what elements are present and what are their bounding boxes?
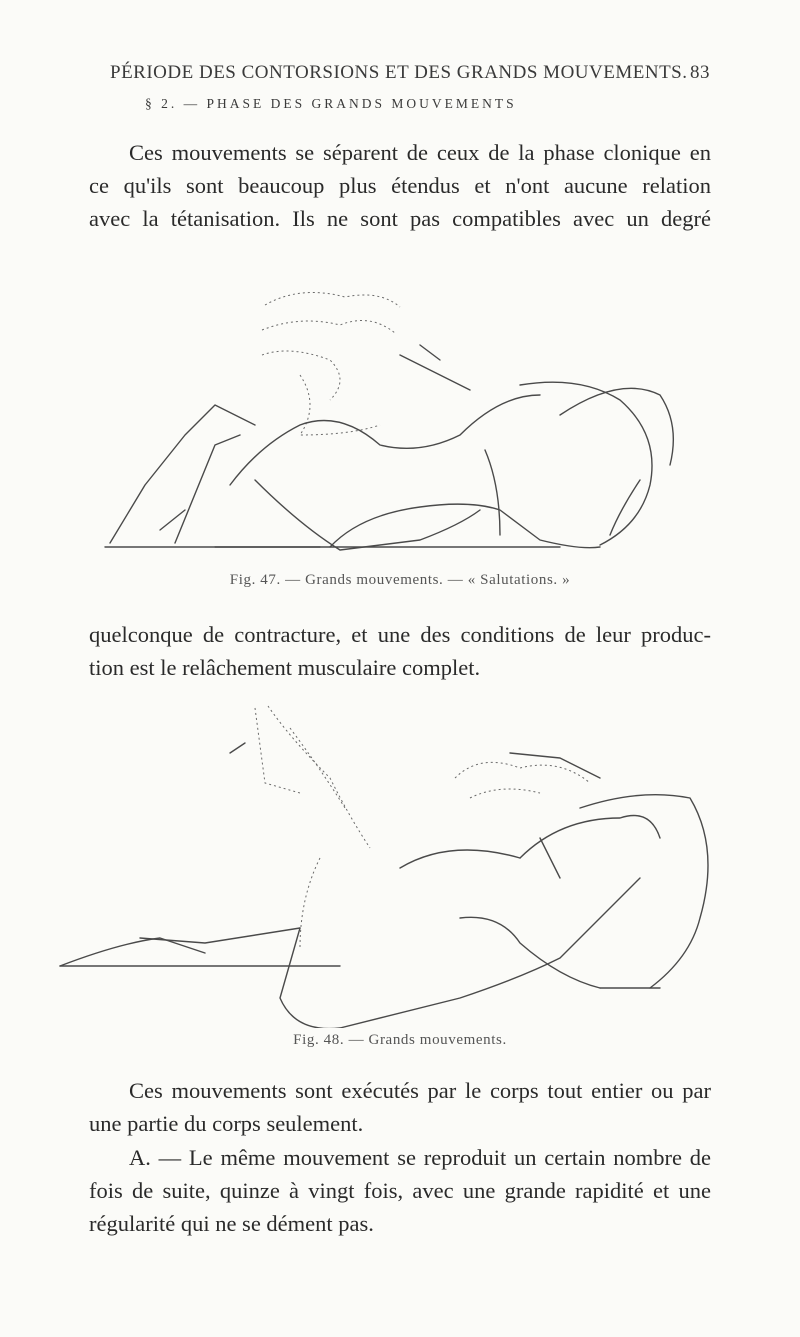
paragraph-line: une partie du corps seulement. (89, 1111, 364, 1136)
figure-47-illustration (0, 285, 800, 570)
figure-48-body-contour (60, 743, 708, 1028)
running-head (110, 62, 710, 84)
paragraph-line: quelconque de contracture, et une des conditions de leur produc- (89, 622, 711, 647)
paragraph-line: Ces mouvements se séparent de ceux de la phase clonique en (129, 140, 711, 165)
paragraph-line: avec la tétanisation. Ils ne sont pas compatibles avec un degré (89, 206, 711, 231)
paragraph-line: régularité qui ne se dément pas. (89, 1211, 374, 1236)
figure-47-body-contour (105, 345, 673, 550)
paragraph-2 (89, 618, 711, 684)
running-head-title: PÉRIODE DES CONTORSIONS ET DES GRANDS MOUVEMENTS. (110, 62, 688, 83)
paragraph-1 (89, 136, 711, 235)
figure-48-caption: Fig. 48. — Grands mouvements. (293, 1032, 507, 1048)
figure-47-motion-lines (262, 293, 400, 436)
paragraph-line: tion est le relâchement musculaire complet. (89, 655, 481, 680)
paragraph-line: ce qu'ils sont beaucoup plus étendus et n'ont aucune relation (89, 173, 711, 198)
figure-48-illustration (0, 698, 800, 1028)
paragraph-3 (89, 1074, 711, 1140)
paragraph-line: fois de suite, quinze à vingt fois, avec une grande rapidité et une (89, 1178, 711, 1203)
figure-47-caption: Fig. 47. — Grands mouvements. — « Salutations. » (229, 572, 571, 588)
paragraph-4 (89, 1141, 711, 1240)
paragraph-line: A. — Le même mouvement se reproduit un certain nombre de (129, 1145, 711, 1170)
paragraph-line: Ces mouvements sont exécutés par le corps tout entier ou par (129, 1078, 711, 1103)
section-title: § 2. — PHASE DES GRANDS MOUVEMENTS (145, 96, 517, 111)
figure-48-motion-lines (255, 706, 590, 948)
page-number: 83 (690, 62, 710, 83)
